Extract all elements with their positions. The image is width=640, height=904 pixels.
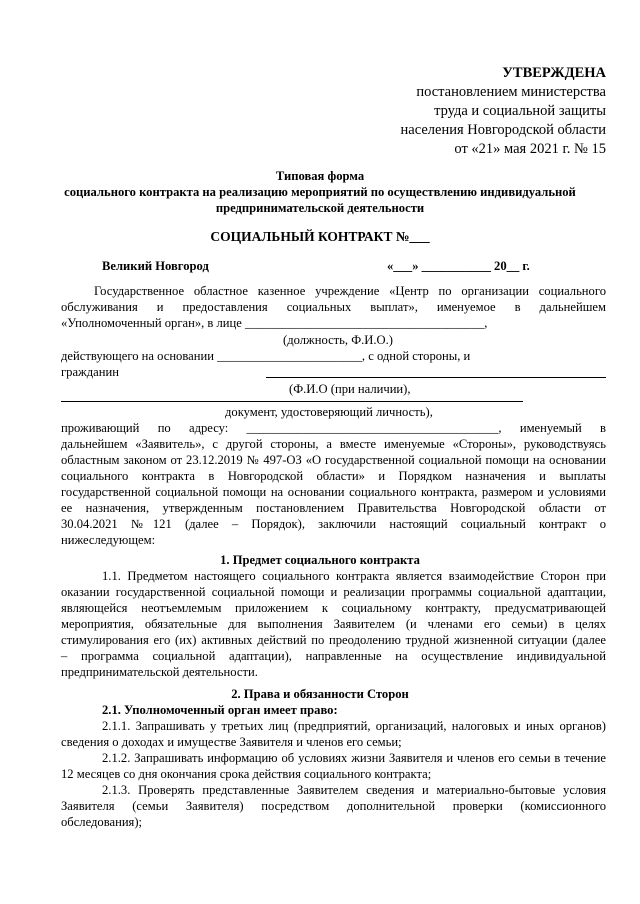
approval-line: от «21» мая 2021 г. № 15 — [454, 141, 606, 157]
paragraph-line: государственной социальной помощи на основании социального контракта, размером и условиями — [61, 485, 606, 499]
contract-title: СОЦИАЛЬНЫЙ КОНТРАКТ №___ — [210, 229, 430, 244]
paragraph-line: областным законом от 23.12.2019 № 497-ОЗ «О государственной социальной помощи на основании — [61, 453, 606, 467]
paragraph-line: – программа социальной адаптации), направленные на осуществление индивидуальной — [61, 649, 606, 663]
paragraph-line: обслуживания и предоставления социальных выплат», именуемое в дальнейшем — [61, 300, 606, 314]
paragraph-line: «Уполномоченный орган», в лице ______________________________________, — [61, 316, 488, 330]
caption-document: документ, удостоверяющий личность), — [225, 405, 433, 419]
contract-date: «___» ___________ 20__ г. — [387, 259, 530, 273]
caption-fio: (Ф.И.О (при наличии), — [289, 382, 411, 396]
paragraph-line: являющейся неотъемлемым приложением к социальному контракту, предусматривающей — [61, 601, 606, 615]
paragraph-line: 1.1. Предметом настоящего социального контракта является взаимодействие Сторон при — [102, 569, 606, 583]
citizen-underline — [266, 377, 606, 378]
paragraph-line: социального контракта в Новгородской области» и Порядком назначения и выплаты — [61, 469, 606, 483]
paragraph-line: Заявителя (семьи Заявителя) посредством дополнительной проверки (комиссионного — [61, 799, 606, 813]
paragraph-line: 2.1.1. Запрашивать у третьих лиц (предприятий, организаций, налоговых и иных органов) — [102, 719, 606, 733]
section-heading: 1. Предмет социального контракта — [220, 553, 420, 567]
form-title-line: социального контракта на реализацию мероприятий по осуществлению индивидуальной — [64, 185, 576, 199]
section-heading: 2. Права и обязанности Сторон — [231, 687, 409, 701]
paragraph-line: стимулирования его (их) активных действий по преодолению трудной жизненной ситуации (далее — [61, 633, 606, 647]
approval-title: УТВЕРЖДЕНА — [502, 65, 606, 81]
approval-line: труда и социальной защиты — [434, 103, 606, 119]
paragraph-line: Государственное областное казенное учреждение «Центр по организации социального — [94, 284, 606, 298]
form-title-line: предпринимательской деятельности — [215, 201, 425, 215]
paragraph-line: оказании государственной социальной помощи и реализации программы социальной адаптации, — [61, 585, 606, 599]
paragraph-line: обследования); — [61, 815, 143, 829]
paragraph-line: нижеследующем: — [61, 533, 156, 547]
approval-line: постановлением министерства — [416, 84, 606, 100]
paragraph-line: 2.1.3. Проверять представленные Заявителем сведения и материально-бытовые условия — [102, 783, 606, 797]
paragraph-line: дальнейшем «Заявитель», с другой стороны, а вместе именуемые «Стороны», руководствуясь — [61, 437, 606, 451]
subsection-heading: 2.1. Уполномоченный орган имеет право: — [102, 703, 338, 717]
paragraph-line: 2.1.2. Запрашивать информацию об условиях жизни Заявителя и членов его семьи в течение — [102, 751, 606, 765]
contract-city: Великий Новгород — [102, 259, 209, 273]
acting-line: действующего на основании _______________________, с одной стороны, и — [61, 349, 471, 363]
paragraph-line: сведения о доходах и имуществе Заявителя и членов его семьи; — [61, 735, 402, 749]
paragraph-line: проживающий по адресу: ________________________________________, именуемый в — [61, 421, 606, 435]
form-title-line: Типовая форма — [275, 169, 365, 183]
paragraph-line: ее назначения, утвержденным постановлением Правительства Новгородской области от — [61, 501, 606, 515]
paragraph-line: 12 месяцев со дня окончания срока действия социального контракта; — [61, 767, 432, 781]
approval-line: населения Новгородской области — [400, 122, 606, 138]
paragraph-line: мероприятия, обязательные для выполнения Заявителем (и членами его семьи) в целях — [61, 617, 606, 631]
caption-position: (должность, Ф.И.О.) — [283, 333, 393, 347]
citizen-label: гражданин — [61, 365, 119, 379]
paragraph-line: предпринимательской деятельности. — [61, 665, 258, 679]
document-underline — [61, 401, 523, 402]
paragraph-line: 30.04.2021 №121 (далее – Порядок), заключили настоящий социальный контракт о — [61, 517, 606, 531]
